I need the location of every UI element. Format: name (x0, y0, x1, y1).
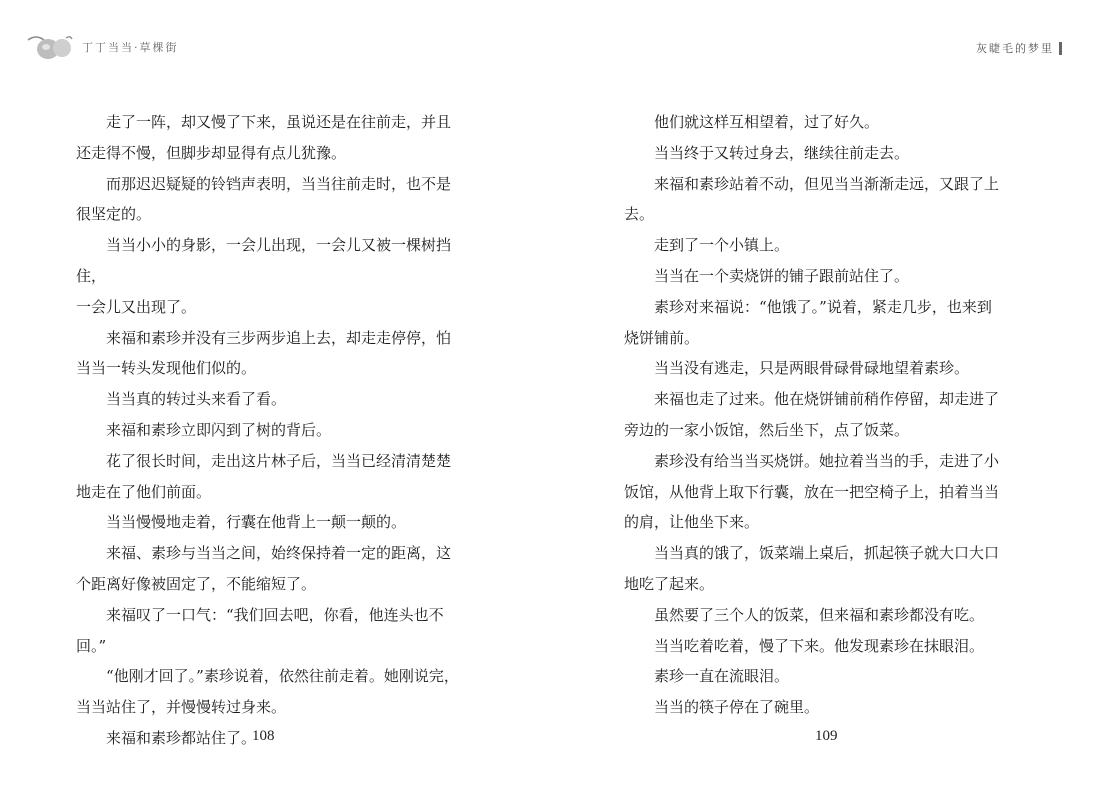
text-line: 他们就这样互相望着，过了好久。 (654, 113, 880, 131)
text-line: 还走得不慢，但脚步却显得有点儿犹豫。 (76, 143, 347, 162)
left-page-text (76, 107, 472, 754)
text-line: 来福叹了一口气：“我们回去吧，你看，他连头也不回。” (76, 605, 444, 655)
text-line: 当当小小的身影，一会儿出现，一会儿又被一棵树挡住， (76, 236, 452, 285)
text-line: 当当慢慢地走着，行囊在他背上一颠一颠的。 (106, 513, 407, 532)
chapter-title: 灰睫毛的梦里 (976, 42, 1054, 55)
text-line: 虽然要了三个人的饭菜，但来福和素珍都没有吃。 (654, 605, 985, 624)
chapter-bar-mark (1059, 42, 1062, 55)
series-header (26, 32, 179, 62)
text-line: “他刚才回了。”素珍说着，依然往前走着。她刚说完， (106, 667, 459, 686)
text-line: 素珍一直在流眼泪。 (654, 667, 790, 686)
text-line: 当当在一个卖烧饼的铺子跟前站住了。 (654, 266, 910, 285)
text-line: 饭馆，从他背上取下行囊，放在一把空椅子上，拍着当当 (624, 482, 1000, 501)
text-line: 很坚定的。 (76, 205, 152, 224)
text-line: 来福、素珍与当当之间，始终保持着一定的距离，这 (106, 544, 452, 563)
text-line: 当当真的转过头来看了看。 (106, 390, 287, 409)
text-line: 来福也走了过来。他在烧饼铺前稍作停留，却走进了 (654, 390, 1000, 409)
text-line: 烧饼铺前。 (624, 328, 700, 347)
right-page-number: 109 (815, 728, 838, 744)
text-line: 的肩，让他坐下来。 (624, 513, 760, 532)
text-line: 当当的筷子停在了碗里。 (654, 698, 820, 717)
text-line: 当当没有逃走，只是两眼骨碌骨碌地望着素珍。 (654, 359, 970, 378)
text-line: 而那迟迟疑疑的铃铛声表明，当当往前走时，也不是 (106, 174, 452, 193)
text-line: 旁边的一家小饭馆，然后坐下，点了饭菜。 (624, 420, 910, 439)
text-line: 来福和素珍立即闪到了树的背后。 (106, 420, 332, 439)
gourd-logo-icon (26, 32, 78, 62)
series-title: 丁丁当当·草棵街 (82, 41, 179, 54)
right-page-text (624, 107, 1022, 723)
text-line: 地吃了起来。 (624, 574, 715, 593)
left-page-number: 108 (252, 728, 275, 744)
chapter-header (976, 40, 1062, 56)
text-line: 来福和素珍都站住了。 (106, 728, 257, 747)
text-line: 素珍没有给当当买烧饼。她拉着当当的手，走进了小 (654, 451, 1000, 470)
text-line: 一会儿又出现了。 (76, 297, 197, 316)
text-line: 当当站住了，并慢慢转过身来。 (76, 698, 287, 717)
text-line: 当当终于又转过身去，继续往前走去。 (654, 143, 910, 162)
right-page (548, 0, 1096, 786)
text-line: 走到了一个小镇上。 (654, 236, 790, 255)
text-line: 来福和素珍并没有三步两步追上去，却走走停停，怕 (106, 328, 452, 347)
text-line: 花了很长时间，走出这片林子后，当当已经清清楚楚 (106, 451, 452, 470)
text-line: 素珍对来福说：“他饿了。”说着，紧走几步，也来到 (654, 297, 992, 316)
text-line: 当当一转头发现他们似的。 (76, 359, 257, 378)
text-line: 个距离好像被固定了，不能缩短了。 (76, 574, 317, 593)
text-line: 当当真的饿了，饭菜端上桌后，抓起筷子就大口大口 (654, 544, 1000, 563)
text-line: 来福和素珍站着不动，但见当当渐渐走远，又跟了上去。 (624, 174, 1000, 224)
text-line: 当当吃着吃着，慢了下来。他发现素珍在抹眼泪。 (654, 636, 985, 655)
text-line: 走了一阵，却又慢了下来，虽说还是在往前走，并且 (106, 113, 452, 131)
text-line: 地走在了他们前面。 (76, 482, 212, 501)
